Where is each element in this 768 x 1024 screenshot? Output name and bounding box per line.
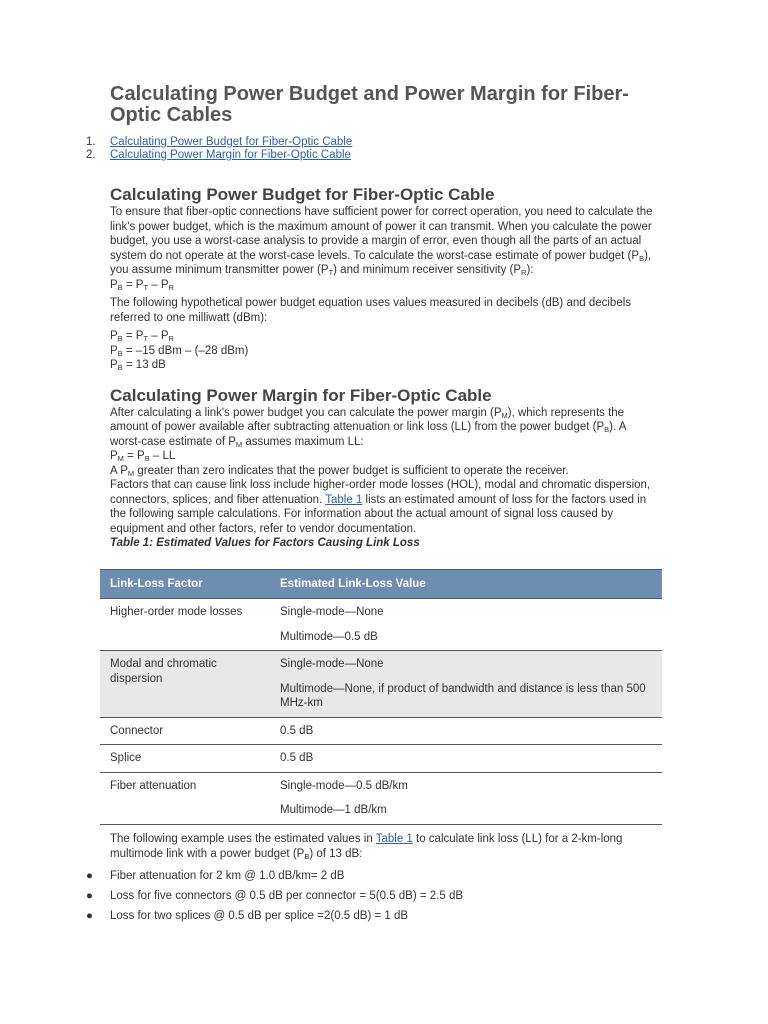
margin-factors-paragraph: Factors that can cause link loss include higher-order mode losses (HOL), modal and chromatic dispersion, connectors, splices, and fiber attenuation. Table 1 lists an estimated amount of loss for the factors used in the following sample calculations. For information about the actual amount of signal loss caused by equipment and other factors, refer to vendor documentation. (110, 479, 651, 535)
table-header-row (100, 570, 662, 599)
cell-factor: Connector (100, 717, 270, 745)
bullet-icon: ● (86, 890, 93, 902)
table-row (100, 745, 662, 773)
table-caption: Table 1: Estimated Values for Factors Causing Link Loss (110, 537, 420, 549)
toc-item[interactable] (86, 136, 655, 149)
cell-value: 0.5 dB (270, 717, 662, 745)
toc-number: 2. (86, 149, 96, 161)
column-header-value: Estimated Link-Loss Value (270, 570, 662, 599)
cell-value: Single-mode—0.5 dB/km Multimode—1 dB/km (270, 772, 662, 824)
cell-factor: Modal and chromatic dispersion (100, 651, 270, 718)
table-1-link[interactable]: Table 1 (375, 833, 413, 845)
margin-greater-than-zero: A $P_M$ greater than zero indicates that the power budget is sufficient to operate the receiver. (110, 464, 569, 478)
cell-factor: Higher-order mode losses (100, 599, 270, 651)
section-heading-power-margin: Calculating Power Margin for Fiber-Optic Cable (110, 385, 492, 405)
budget-hypothetical-paragraph: The following hypothetical power budget equation uses values measured in decibels (dB) and decibels referred to one milliwatt (dBm): (110, 297, 632, 324)
toc-number: 1. (86, 136, 96, 148)
toc-link-power-budget[interactable]: Calculating Power Budget for Fiber-Optic Cable (110, 136, 353, 148)
budget-equation-3: $P_B = 13$ dB (110, 359, 166, 372)
table-row (100, 651, 662, 718)
cell-factor: Fiber attenuation (100, 772, 270, 824)
table-of-contents (86, 136, 655, 162)
list-item: ● Loss for two splices @ 0.5 dB per splice =2(0.5 dB) = 1 dB (110, 906, 655, 926)
loss-bullet-list (86, 866, 655, 926)
cell-value: Single-mode—None Multimode—None, if product of bandwidth and distance is less than 500 MHz-km (270, 651, 662, 718)
budget-equation: $P_B = P_T - P_R$ (110, 278, 174, 292)
cell-value: 0.5 dB (270, 745, 662, 773)
bullet-icon: ● (86, 910, 93, 922)
bullet-icon: ● (86, 870, 93, 882)
section-heading-power-budget: Calculating Power Budget for Fiber-Optic Cable (110, 185, 495, 204)
column-header-factor: Link-Loss Factor (100, 570, 270, 599)
example-paragraph: The following example uses the estimated values in Table 1 to calculate link loss (LL) for a 2-km-long multimode link with a power budget $(P_B)$ of 13 dB: (110, 833, 623, 861)
margin-equation: $P_M = P_B$ – LL (110, 450, 176, 463)
cell-value: Single-mode—None Multimode—0.5 dB (270, 599, 662, 651)
toc-link-power-margin[interactable]: Calculating Power Margin for Fiber-Optic Cable (110, 149, 351, 161)
budget-equation-1: $P_B = P_T - P_R$ (110, 330, 174, 343)
link-loss-table (100, 569, 662, 825)
budget-equation-2: $P_B = -15$ dBm – (–28 dBm) (110, 344, 249, 358)
toc-item[interactable] (86, 149, 655, 162)
table-row (100, 772, 662, 824)
table-row (100, 599, 662, 651)
table-1-link[interactable]: Table 1 (325, 493, 363, 506)
margin-intro-paragraph: After calculating a link's power budget you can calculate the power margin $(P_M)$, which represents the amount of power available after subtracting attenuation or link loss (LL) from the power budget $(P_B)$. A worst-case estimate of $P_M$ assumes maximum LL: (110, 406, 626, 449)
page-title: Calculating Power Budget and Power Margin for Fiber-Optic Cables (110, 83, 629, 126)
list-item: ● Fiber attenuation for 2 km @ 1.0 dB/km= 2 dB (110, 866, 655, 886)
table-row (100, 717, 662, 745)
list-item: ● Loss for five connectors @ 0.5 dB per connector = 5(0.5 dB) = 2.5 dB (110, 886, 655, 906)
budget-intro-paragraph: To ensure that fiber-optic connections have sufficient power for correct operation, you need to calculate the link's power budget, which is the maximum amount of power it can transmit. When you calculate the power budget, you use a worst-case analysis to provide a margin of error, even though all the parts of an actual system do not operate at the worst-case levels. To calculate the worst-case estimate of power budget $(P_B)$, you assume minimum transmitter power $(P_T)$ and minimum receiver sensitivity $(P_R)$: (110, 206, 653, 277)
cell-factor: Splice (100, 745, 270, 773)
document-content (86, 83, 655, 551)
